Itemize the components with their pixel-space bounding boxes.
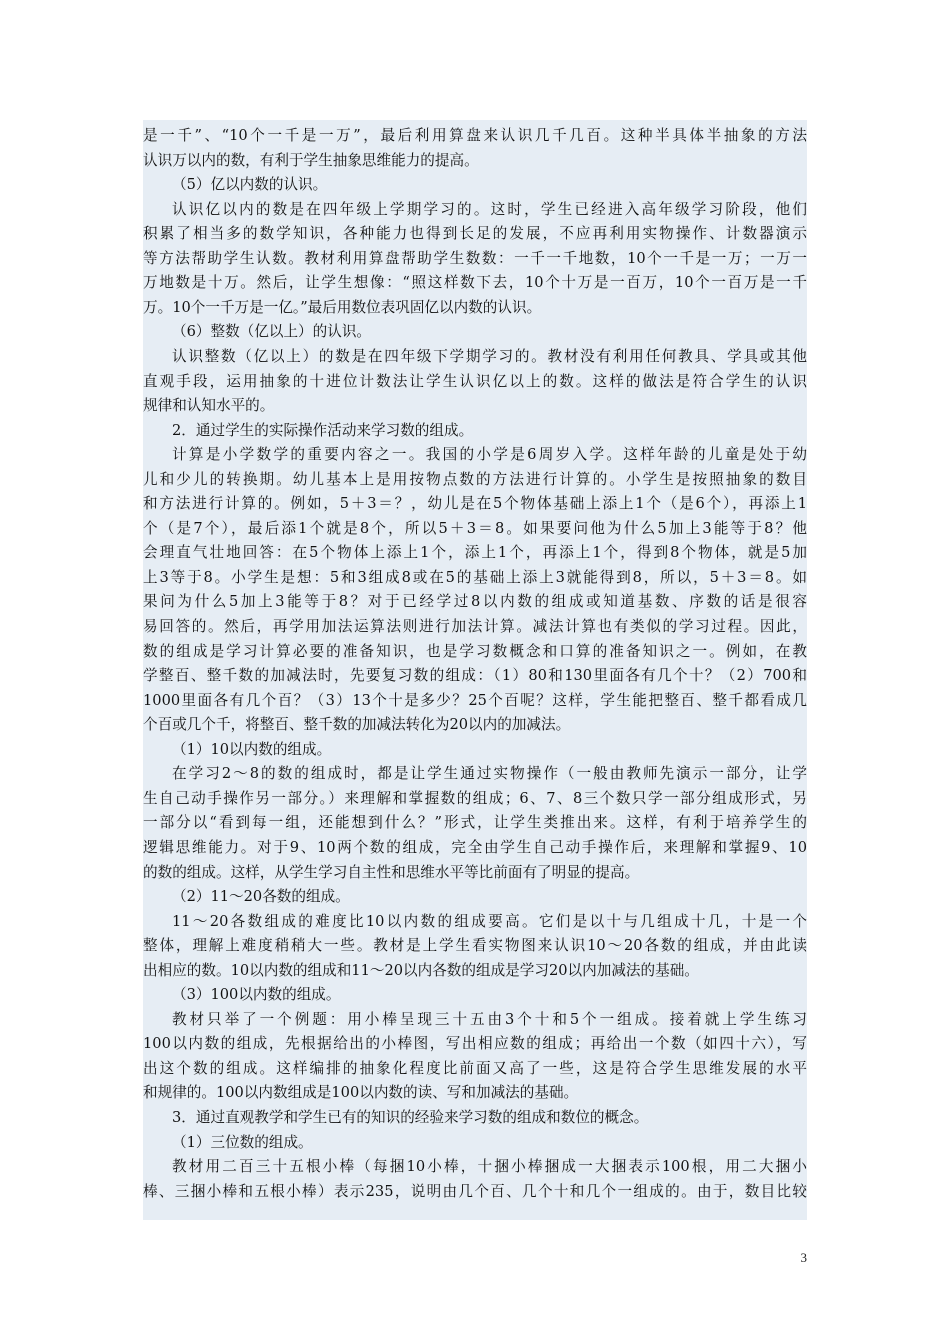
text-line: （1）10以内数的组成。 — [172, 740, 332, 758]
text-line: 教材用二百三十五根小棒（每捆10小棒，十捆小棒捆成一大捆表示100根，用二大捆小 — [172, 1158, 807, 1176]
text-line: 等方法帮助学生认数。教材利用算盘帮助学生数数：一千一千地数，10个一千是一万；一万一 — [143, 249, 807, 267]
text-line: 规律和认知水平的。 — [143, 397, 275, 415]
text-line: 2．通过学生的实际操作活动来学习数的组成。 — [172, 421, 474, 439]
text-line: 出相应的数。10以内数的组成和11～20以内各数的组成是学习20以内加减法的基础。 — [143, 961, 699, 979]
text-line: （1）三位数的组成。 — [172, 1133, 313, 1151]
text-line: 生自己动手操作另一部分。）来理解和掌握数的组成；6、7、8三个数只学一部分组成形式，另 — [143, 789, 807, 807]
text-line: 果问为什么5加上3能等于8？对于已经学过8以内数的组成或知道基数、序数的话是很容 — [143, 593, 807, 611]
text-line: 儿和少儿的转换期。幼儿基本上是用按物点数的方法进行计算的。小学生是按照抽象的数目 — [143, 470, 807, 488]
text-line: 1000里面各有几个百？（3）13个十是多少？25个百呢？这样，学生能把整百、整千都看成几 — [143, 691, 807, 709]
text-line: 认识整数（亿以上）的数是在四年级下学期学习的。教材没有利用任何教具、学具或其他 — [172, 347, 807, 365]
text-line: 的数的组成。这样，从学生学习自主性和思维水平等比前面有了明显的提高。 — [143, 863, 640, 881]
text-line: 认识亿以内的数是在四年级上学期学习的。这时，学生已经进入高年级学习阶段，他们 — [172, 200, 807, 218]
text-line: 个百或几个千，将整百、整千数的加减法转化为20以内的加减法。 — [143, 716, 571, 734]
text-line: 棒、三捆小棒和五根小棒）表示235，说明由几个百、几个十和几个一组成的。由于，数目比较 — [143, 1182, 807, 1200]
text-line: 教材只举了一个例题：用小棒呈现三十五由3个十和5个一组成。接着就上学生练习 — [172, 1010, 807, 1028]
text-line: 认识万以内的数，有利于学生抽象思维能力的提高。 — [143, 151, 479, 169]
text-line: 数的组成是学习计算必要的准备知识，也是学习数概念和口算的准备知识之一。例如，在教 — [143, 642, 807, 660]
text-line: 逻辑思维能力。对于9、10两个数的组成，完全由学生自己动手操作后，来理解和掌握9、10 — [143, 838, 807, 856]
text-line: 会理直气壮地回答：在5个物体上添上1个，添上1个，再添上1个，得到8个物体，就是5加 — [143, 544, 807, 562]
text-line: 直观手段，运用抽象的十进位计数法让学生认识亿以上的数。这样的做法是符合学生的认识 — [143, 372, 807, 390]
text-line: 上3等于8。小学生是想：5和3组成8或在5的基础上添上3就能得到8，所以，5＋3＝8。如 — [143, 568, 807, 586]
text-line: 和方法进行计算的。例如，5＋3＝？，幼儿是在5个物体基础上添上1个（是6个），再添上1 — [143, 495, 807, 513]
text-line: 11～20各数组成的难度比10以内数的组成要高。它们是以十与几组成十几，十是一个 — [172, 912, 807, 930]
text-line: 计算是小学数学的重要内容之一。我国的小学是6周岁入学。这样年龄的儿童是处于幼 — [172, 446, 807, 464]
text-line: 易回答的。然后，再学用加法运算法则进行加法计算。减法计算也有类似的学习过程。因此， — [143, 618, 807, 635]
text-line: （2）11～20各数的组成。 — [172, 888, 350, 906]
text-line: （6）整数（亿以上）的认识。 — [172, 323, 372, 341]
text-line: 学整百、整千数的加减法时，先要复习数的组成：（1）80和130里面各有几个十？（2）700和 — [143, 667, 807, 685]
text-line: 是一千”、“10个一千是一万”，最后利用算盘来认识几千几百。这种半具体半抽象的方法 — [143, 127, 807, 144]
text-line: 100以内数的组成，先根据给出的小棒图，写出相应数的组成；再给出一个数（如四十六），写 — [143, 1035, 807, 1053]
text-line: 整体，理解上难度稍稍大一些。教材是上学生看实物图来认识10～20各数的组成，并由此读 — [143, 937, 807, 955]
text-line: （5）亿以内数的认识。 — [172, 176, 328, 194]
text-line: 一部分以“看到每一组，还能想到什么？”形式，让学生类推出来。这样，有利于培养学生的 — [143, 814, 807, 832]
text-line: 积累了相当多的数学知识，各种能力也得到长足的发展，不应再利用实物操作、计数器演示 — [143, 225, 807, 243]
text-line: 在学习2～8的数的组成时，都是让学生通过实物操作（一般由教师先演示一部分，让学 — [172, 765, 807, 783]
text-line: 出这个数的组成。这样编排的抽象化程度比前面又高了一些，这是符合学生思维发展的水平 — [143, 1059, 807, 1077]
text-line: 万。10个一千万是一亿。”最后用数位表巩固亿以内数的认识。 — [143, 298, 542, 316]
text-line: 和规律的。100以内数组成是100以内数的读、写和加减法的基础。 — [143, 1084, 579, 1102]
page-number: 3 — [800, 1250, 807, 1265]
text-line: 万地数是十万。然后，让学生想像：“照这样数下去，10个十万是一百万，10个一百万是一千 — [143, 274, 807, 292]
text-line: 3．通过直观教学和学生已有的知识的经验来学习数的组成和数位的概念。 — [172, 1109, 649, 1126]
text-line: 个（是7个），最后添1个就是8个，所以5＋3＝8。如果要问他为什么5加上3能等于8？他 — [143, 519, 807, 537]
text-line: （3）100以内数的组成。 — [172, 986, 341, 1004]
